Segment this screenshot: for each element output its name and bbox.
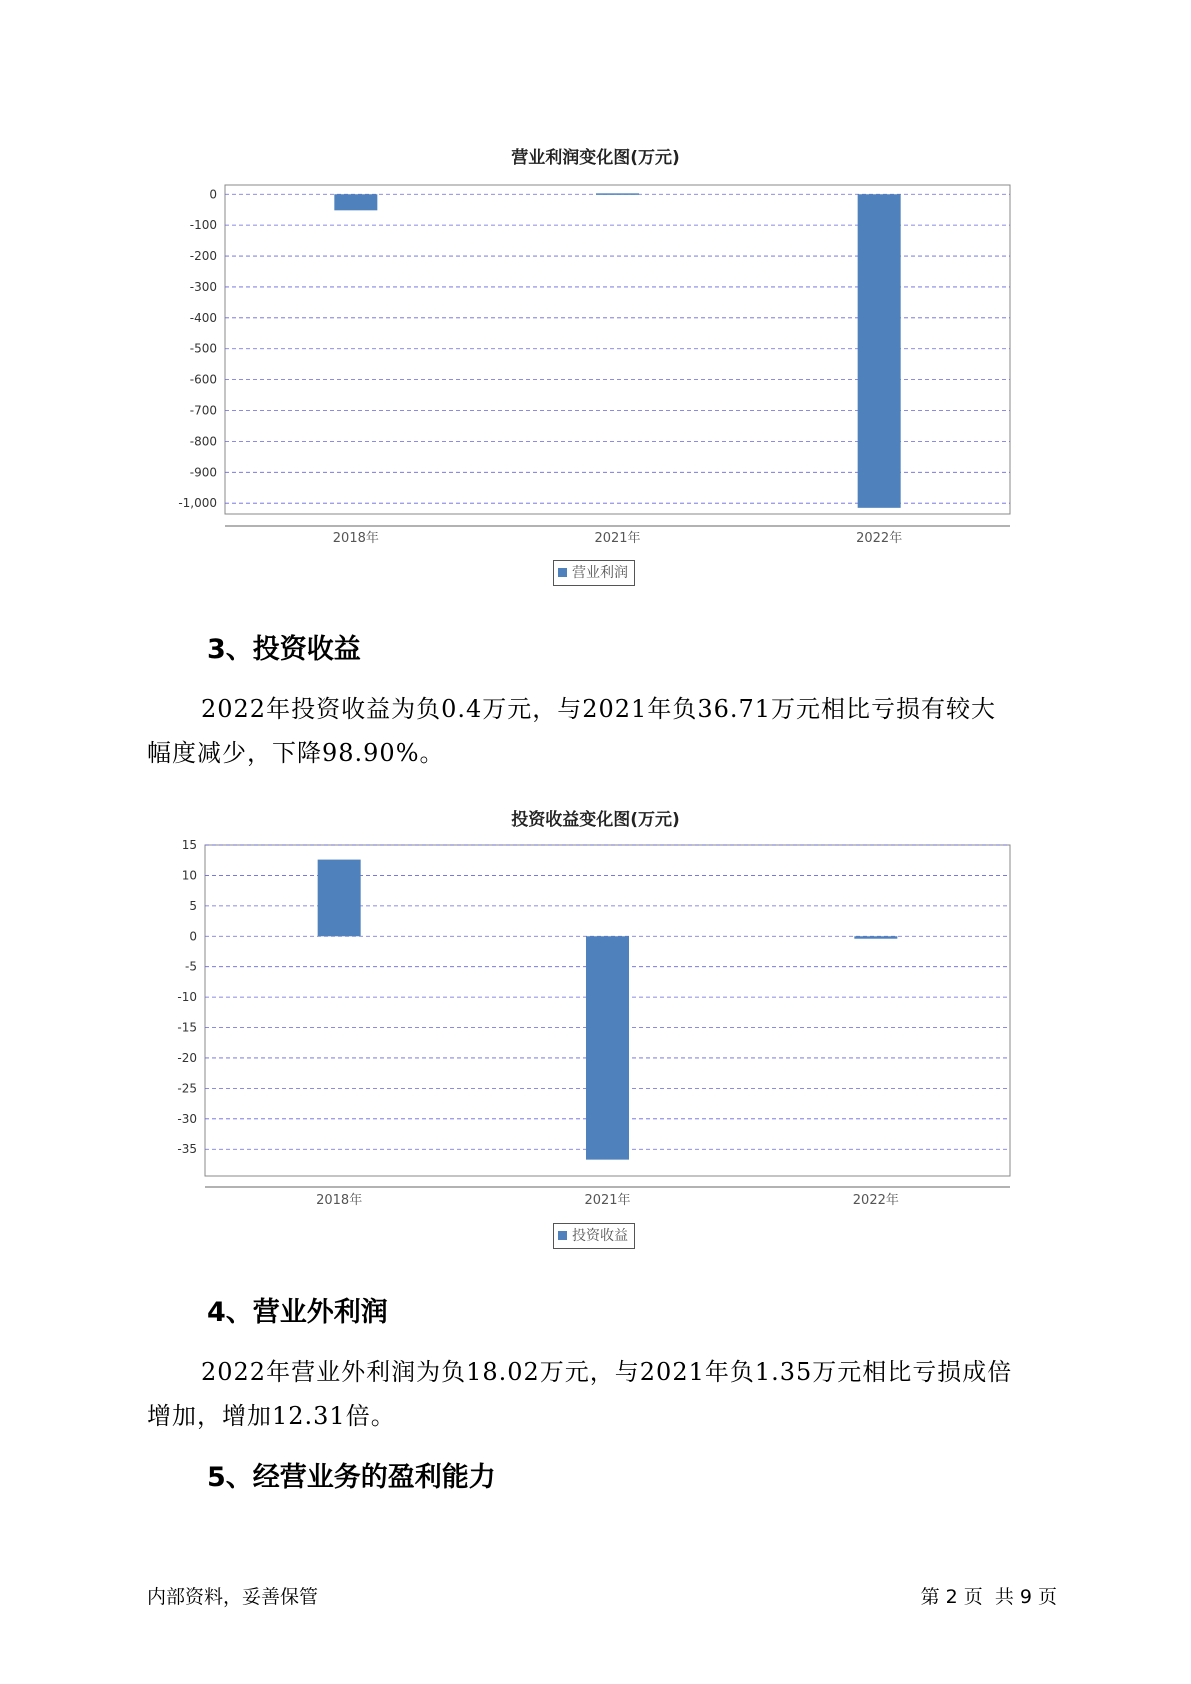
chart2-title: 投资收益变化图(万元) (511, 810, 680, 830)
y-tick-label: -15 (177, 1020, 197, 1035)
chart2-legend (553, 1223, 635, 1249)
section-4-paragraph (147, 1350, 1067, 1438)
bar (318, 860, 361, 937)
y-tick-label: -800 (189, 434, 217, 449)
legend-swatch-icon (558, 1231, 567, 1240)
x-tick-label: 2021年 (584, 1193, 631, 1208)
y-tick-label: -100 (189, 218, 217, 233)
y-tick-label: -25 (177, 1081, 197, 1096)
y-tick-label: 5 (189, 898, 197, 913)
y-tick-label: -900 (189, 465, 217, 480)
y-tick-label: -35 (177, 1142, 197, 1157)
y-tick-label: -1,000 (178, 496, 217, 511)
y-tick-label: -700 (189, 403, 217, 418)
y-tick-label: -300 (189, 279, 217, 294)
bar (586, 936, 629, 1159)
y-tick-label: -10 (177, 990, 197, 1005)
section-4-line-1: 2022年营业外利润为负18.02万元，与2021年负1.35万元相比亏损成倍 (201, 1358, 1013, 1386)
bar (854, 936, 897, 938)
y-tick-label: -600 (189, 372, 217, 387)
y-tick-label: -400 (189, 310, 217, 325)
y-tick-label: -20 (177, 1050, 197, 1065)
y-tick-label: -200 (189, 249, 217, 264)
chart1-title: 营业利润变化图(万元) (511, 148, 680, 168)
section-3-line-2: 幅度减少，下降98.90%。 (147, 739, 445, 767)
section-3-heading: 3、投资收益 (207, 634, 361, 665)
y-tick-label: 15 (181, 838, 197, 852)
y-tick-label: -5 (185, 959, 197, 974)
section-4-line-2: 增加，增加12.31倍。 (147, 1402, 396, 1430)
x-tick-label: 2022年 (852, 1193, 899, 1208)
x-tick-label: 2018年 (332, 531, 379, 546)
y-tick-label: -30 (177, 1111, 197, 1126)
y-tick-label: 10 (181, 868, 197, 883)
y-tick-label: 0 (209, 187, 217, 202)
x-tick-label: 2021年 (594, 531, 641, 546)
x-tick-label: 2018年 (316, 1193, 363, 1208)
y-tick-label: -500 (189, 341, 217, 356)
chart1-legend-label: 营业利润 (572, 565, 628, 581)
section-5-heading: 5、经营业务的盈利能力 (207, 1462, 496, 1493)
section-4-heading: 4、营业外利润 (207, 1297, 388, 1328)
y-tick-label: 0 (189, 929, 197, 944)
chart2-legend-label: 投资收益 (572, 1228, 628, 1244)
footer-page-number: 第 2 页 共 9 页 (920, 1586, 1057, 1608)
x-tick-label: 2022年 (856, 531, 903, 546)
footer-confidential: 内部资料，妥善保管 (147, 1586, 319, 1608)
section-3-line-1: 2022年投资收益为负0.4万元，与2021年负36.71万元相比亏损有较大 (201, 695, 997, 723)
